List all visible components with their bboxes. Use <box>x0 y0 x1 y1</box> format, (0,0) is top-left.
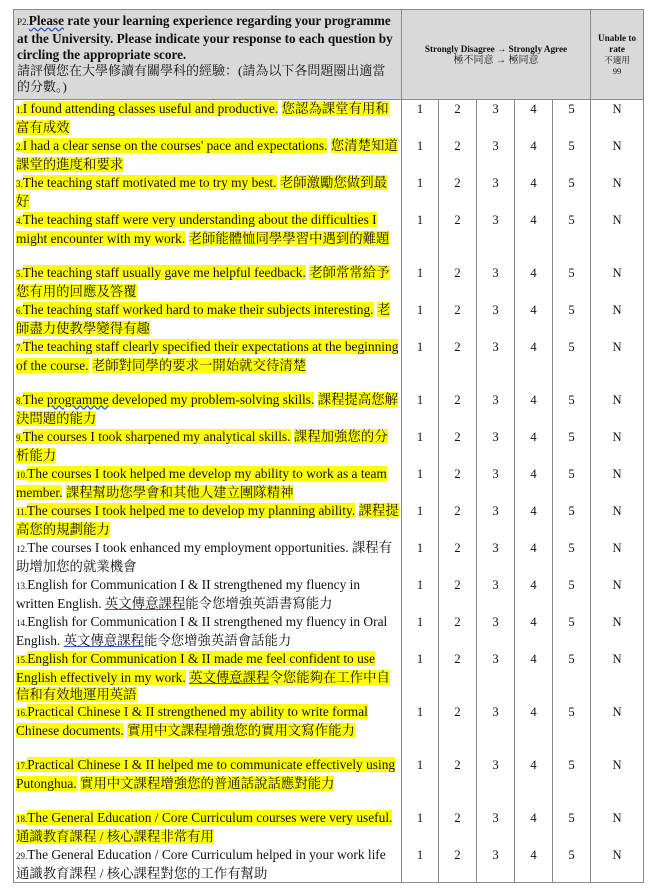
rating-option-2[interactable]: 2 <box>439 576 477 613</box>
rating-option-4[interactable]: 4 <box>515 703 553 756</box>
table-header-row <box>14 10 644 100</box>
rating-option-1[interactable]: 1 <box>402 428 439 465</box>
table-row <box>14 576 644 613</box>
rating-option-4[interactable]: 4 <box>515 301 553 338</box>
rating-option-3[interactable]: 3 <box>477 338 515 391</box>
rating-option-3[interactable]: 3 <box>477 613 515 650</box>
rating-option-5[interactable]: 5 <box>553 809 591 846</box>
rating-option-1[interactable]: 1 <box>402 174 439 211</box>
question-text-zh: 令您能夠在工作中自信和有效地運用英語 <box>16 669 390 702</box>
question-text-zh: 能令您增強英語會話能力 <box>143 632 292 648</box>
question-text-en: The courses I took sharpened my analytical skills. <box>22 428 291 444</box>
rating-option-na[interactable]: N <box>591 338 644 391</box>
table-row <box>14 650 644 703</box>
question-text-zh: 通識教育課程 / 核心課程對您的工作有幫助 <box>16 865 268 881</box>
question-text-zh: 能令您增強英語書寫能力 <box>185 595 333 611</box>
rating-option-3[interactable]: 3 <box>477 428 515 465</box>
question-text-zh: 英文傳意課程 <box>189 669 270 685</box>
question-text-en: The <box>22 391 47 407</box>
question-cell <box>14 613 402 650</box>
unable-header-code: 99 <box>612 65 622 76</box>
rating-option-3[interactable]: 3 <box>477 576 515 613</box>
rating-option-3[interactable]: 3 <box>477 809 515 846</box>
question-text-en: I found attending classes useful and productive. <box>22 101 279 116</box>
table-row <box>14 211 644 264</box>
rating-option-4[interactable]: 4 <box>515 809 553 846</box>
rating-option-2[interactable]: 2 <box>439 391 477 428</box>
question-cell <box>14 703 402 756</box>
rating-option-3[interactable]: 3 <box>477 502 515 539</box>
question-number: 13. <box>16 580 28 591</box>
rating-option-na[interactable]: N <box>591 502 644 539</box>
question-text-en: The courses I took helped me to develop my planning ability. <box>26 502 356 518</box>
rating-option-4[interactable]: 4 <box>515 428 553 465</box>
header-question-en: rate your learning experience regarding your programme at the University. Please indicate your response to each question by circling the appropriate score. <box>17 13 393 62</box>
header-please: Please <box>28 13 64 29</box>
question-cell <box>14 211 402 264</box>
question-cell <box>14 809 402 846</box>
rating-option-2[interactable]: 2 <box>439 465 477 502</box>
rating-option-2[interactable]: 2 <box>439 264 477 301</box>
rating-option-na[interactable]: N <box>591 703 644 756</box>
table-row <box>14 703 644 756</box>
question-text-zh: 英文傳意課程 <box>104 595 186 611</box>
question-header <box>14 10 402 100</box>
table-row <box>14 391 644 428</box>
question-text-zh: 英文傳意課程 <box>63 632 144 648</box>
rating-option-1[interactable]: 1 <box>402 100 439 137</box>
question-cell <box>14 264 402 301</box>
rating-option-3[interactable]: 3 <box>477 211 515 264</box>
rating-option-2[interactable]: 2 <box>439 100 477 137</box>
rating-option-3[interactable]: 3 <box>477 391 515 428</box>
rating-option-5[interactable]: 5 <box>553 391 591 428</box>
rating-option-1[interactable]: 1 <box>402 613 439 650</box>
question-text-zh: 課程提高您解決問題的能力 <box>16 391 399 426</box>
rating-option-3[interactable]: 3 <box>477 703 515 756</box>
rating-option-2[interactable]: 2 <box>439 502 477 539</box>
rating-option-5[interactable]: 5 <box>553 338 591 391</box>
table-row <box>14 613 644 650</box>
question-number: 8. <box>16 395 23 406</box>
question-number: 29. <box>16 850 28 861</box>
question-text-zh: 老師能體恤同學學習中遇到的難題 <box>188 230 390 246</box>
rating-option-4[interactable]: 4 <box>515 100 553 137</box>
rating-option-1[interactable]: 1 <box>402 264 439 301</box>
question-text-zh: 課程幫助您學會和其他人建立團隊精神 <box>65 484 294 500</box>
rating-option-5[interactable]: 5 <box>553 100 591 137</box>
rating-option-1[interactable]: 1 <box>402 465 439 502</box>
rating-option-na[interactable]: N <box>591 539 644 576</box>
question-number: 2. <box>16 141 23 152</box>
rating-option-1[interactable]: 1 <box>402 756 439 809</box>
rating-option-5[interactable]: 5 <box>553 703 591 756</box>
question-number: 3. <box>16 178 23 189</box>
rating-option-na[interactable]: N <box>591 846 644 883</box>
rating-option-4[interactable]: 4 <box>515 756 553 809</box>
question-cell <box>14 576 402 613</box>
question-cell <box>14 391 402 428</box>
question-text-en: The teaching staff usually gave me helpful feedback. <box>22 264 306 280</box>
question-text-en: The General Education / Core Curriculum courses were very useful. <box>27 809 393 825</box>
question-text-zh: 老師常常給予您有用的回應及答覆 <box>16 264 390 299</box>
scale-header-en: Strongly Disagree → Strongly Agree <box>424 43 568 54</box>
question-text-en: The courses I took helped me develop my ability to work as a team member. <box>16 465 387 500</box>
rating-option-4[interactable]: 4 <box>515 211 553 264</box>
question-text-zh: 課程提高您的規劃能力 <box>16 502 399 537</box>
rating-option-5[interactable]: 5 <box>553 137 591 174</box>
rating-option-4[interactable]: 4 <box>515 576 553 613</box>
rating-option-2[interactable]: 2 <box>439 211 477 264</box>
table-row <box>14 338 644 391</box>
rating-option-2[interactable]: 2 <box>439 137 477 174</box>
rating-option-na[interactable]: N <box>591 391 644 428</box>
rating-option-5[interactable]: 5 <box>553 756 591 809</box>
question-number: 9. <box>16 432 23 443</box>
rating-option-1[interactable]: 1 <box>402 391 439 428</box>
rating-option-3[interactable]: 3 <box>477 301 515 338</box>
rating-option-5[interactable]: 5 <box>553 264 591 301</box>
rating-option-1[interactable]: 1 <box>402 211 439 264</box>
header-question-zh: 請評價您在大學修讀有關學科的經驗：(請為以下各問題圈出適當的分數。) <box>17 63 386 95</box>
question-text-zh: 您認為課堂有用和富有成效 <box>16 101 389 135</box>
table-row <box>14 174 644 211</box>
rating-option-na[interactable]: N <box>591 650 644 703</box>
rating-option-4[interactable]: 4 <box>515 465 553 502</box>
rating-option-4[interactable]: 4 <box>515 174 553 211</box>
scale-header <box>402 10 591 100</box>
rating-option-4[interactable]: 4 <box>515 502 553 539</box>
question-number: 7. <box>16 342 23 353</box>
question-text-zh: 老師對同學的要求一開始就交待清楚 <box>91 357 307 373</box>
table-row <box>14 137 644 174</box>
question-number: 1. <box>16 105 23 115</box>
rating-option-3[interactable]: 3 <box>477 137 515 174</box>
rating-option-na[interactable]: N <box>591 428 644 465</box>
rating-option-3[interactable]: 3 <box>477 100 515 137</box>
question-text-en: developed my problem-solving skills. <box>108 391 315 407</box>
scale-header-zh: 極不同意 → 極同意 <box>453 54 539 66</box>
table-row <box>14 846 644 883</box>
question-text-en: The courses I took enhanced my employment opportunities. <box>27 539 349 555</box>
question-cell <box>14 301 402 338</box>
rating-option-5[interactable]: 5 <box>553 576 591 613</box>
question-number: 10. <box>16 469 28 480</box>
rating-option-5[interactable]: 5 <box>553 465 591 502</box>
question-text-en: The General Education / Core Curriculum helped in your work life <box>27 846 386 862</box>
rating-option-3[interactable]: 3 <box>477 264 515 301</box>
rating-option-5[interactable]: 5 <box>553 613 591 650</box>
question-text-en: English for Communication I & II strengthened my fluency in written English. <box>16 576 361 611</box>
rating-option-4[interactable]: 4 <box>515 846 553 883</box>
rating-option-3[interactable]: 3 <box>477 465 515 502</box>
table-row <box>14 465 644 502</box>
rating-option-2[interactable]: 2 <box>439 338 477 391</box>
question-cell <box>14 174 402 211</box>
question-number: 15. <box>16 654 28 665</box>
rating-option-5[interactable]: 5 <box>553 846 591 883</box>
rating-option-1[interactable]: 1 <box>402 338 439 391</box>
question-text-zh: 老師激勵您做到最好 <box>16 174 387 209</box>
rating-option-2[interactable]: 2 <box>439 703 477 756</box>
question-text-zh: 課程有助增加您的就業機會 <box>16 539 393 574</box>
rating-option-4[interactable]: 4 <box>515 539 553 576</box>
table-row <box>14 428 644 465</box>
rating-option-4[interactable]: 4 <box>515 264 553 301</box>
rating-option-5[interactable]: 5 <box>553 301 591 338</box>
rating-option-5[interactable]: 5 <box>553 502 591 539</box>
question-number: 16. <box>16 707 28 718</box>
rating-option-4[interactable]: 4 <box>515 137 553 174</box>
rating-option-1[interactable]: 1 <box>402 137 439 174</box>
rating-option-na[interactable]: N <box>591 809 644 846</box>
rating-option-na[interactable]: N <box>591 756 644 809</box>
question-text-en: The teaching staff clearly specified their expectations at the beginning of the course. <box>16 338 399 373</box>
rating-option-2[interactable]: 2 <box>439 174 477 211</box>
rating-option-na[interactable]: N <box>591 465 644 502</box>
rating-option-2[interactable]: 2 <box>439 809 477 846</box>
table-row <box>14 301 644 338</box>
rating-option-na[interactable]: N <box>591 301 644 338</box>
rating-option-na[interactable]: N <box>591 100 644 137</box>
question-cell <box>14 756 402 809</box>
question-text-zh: 實用中文課程增強您的實用文寫作能力 <box>127 722 355 738</box>
rating-option-2[interactable]: 2 <box>439 539 477 576</box>
rating-option-4[interactable]: 4 <box>515 613 553 650</box>
table-row <box>14 539 644 576</box>
question-number: 17. <box>16 760 28 771</box>
question-text-en: programme <box>46 391 109 407</box>
rating-option-2[interactable]: 2 <box>439 613 477 650</box>
rating-option-5[interactable]: 5 <box>553 650 591 703</box>
table-row <box>14 809 644 846</box>
unable-header <box>591 10 644 100</box>
question-text-zh: 實用中文課程增強您的普通話說話應對能力 <box>80 775 335 791</box>
rating-option-5[interactable]: 5 <box>553 174 591 211</box>
question-text-zh: 老師盡力使教學變得有趣 <box>16 301 391 336</box>
rating-option-3[interactable]: 3 <box>477 756 515 809</box>
rating-option-1[interactable]: 1 <box>402 846 439 883</box>
question-cell <box>14 465 402 502</box>
table-row <box>14 756 644 809</box>
question-text-en: English for Communication I & II strengthened my fluency in Oral English. <box>16 613 388 648</box>
question-cell <box>14 502 402 539</box>
rating-option-2[interactable]: 2 <box>439 756 477 809</box>
question-text-zh: 課程加強您的分析能力 <box>16 428 388 463</box>
section-number: P2. <box>17 17 29 28</box>
question-text-zh: 您清楚知道課堂的進度和要求 <box>16 137 398 172</box>
question-text-en: Practical Chinese I & II strengthened my ability to write formal Chinese documents. <box>16 703 368 738</box>
question-cell <box>14 846 402 883</box>
question-cell <box>14 338 402 391</box>
rating-option-5[interactable]: 5 <box>553 428 591 465</box>
rating-option-na[interactable]: N <box>591 137 644 174</box>
question-text-zh: 通識教育課程 / 核心課程非常有用 <box>16 828 214 844</box>
question-number: 12. <box>16 543 28 554</box>
rating-option-1[interactable]: 1 <box>402 539 439 576</box>
question-text-en: The teaching staff worked hard to make their subjects interesting. <box>22 301 374 317</box>
question-number: 6. <box>16 305 23 316</box>
question-cell <box>14 428 402 465</box>
question-number: 18. <box>16 813 28 824</box>
rating-option-1[interactable]: 1 <box>402 576 439 613</box>
question-number: 4. <box>16 215 23 226</box>
question-cell <box>14 650 402 703</box>
table-row <box>14 264 644 301</box>
table-row <box>14 502 644 539</box>
question-cell <box>14 539 402 576</box>
rating-option-1[interactable]: 1 <box>402 703 439 756</box>
rating-option-na[interactable]: N <box>591 264 644 301</box>
rating-option-5[interactable]: 5 <box>553 211 591 264</box>
question-number: 5. <box>16 268 23 279</box>
rating-option-2[interactable]: 2 <box>439 301 477 338</box>
question-number: 14. <box>16 617 28 628</box>
rating-option-na[interactable]: N <box>591 576 644 613</box>
rating-option-1[interactable]: 1 <box>402 809 439 846</box>
rating-option-1[interactable]: 1 <box>402 301 439 338</box>
rating-option-4[interactable]: 4 <box>515 391 553 428</box>
question-text-en: Practical Chinese I & II helped me to communicate effectively using Putonghua. <box>16 756 396 791</box>
rating-option-3[interactable]: 3 <box>477 174 515 211</box>
table-row <box>14 100 644 137</box>
rating-option-2[interactable]: 2 <box>439 428 477 465</box>
rating-option-3[interactable]: 3 <box>477 539 515 576</box>
rating-option-1[interactable]: 1 <box>402 650 439 703</box>
rating-option-na[interactable]: N <box>591 613 644 650</box>
question-cell <box>14 100 402 137</box>
question-text-en: The teaching staff were very understanding about the difficulties I might encounter with my work. <box>16 211 377 246</box>
rating-option-5[interactable]: 5 <box>553 539 591 576</box>
rating-option-1[interactable]: 1 <box>402 502 439 539</box>
rating-option-4[interactable]: 4 <box>515 650 553 703</box>
question-text-en: English for Communication I & II made me feel confident to use English effectively in my work. <box>16 650 375 685</box>
question-number: 11. <box>16 506 27 517</box>
rating-option-na[interactable]: N <box>591 211 644 264</box>
rating-option-na[interactable]: N <box>591 174 644 211</box>
rating-table <box>13 9 644 883</box>
unable-header-en: Unable to rate <box>598 32 637 54</box>
unable-header-zh: 不適用 <box>604 54 630 65</box>
rating-option-3[interactable]: 3 <box>477 846 515 883</box>
rating-option-2[interactable]: 2 <box>439 650 477 703</box>
question-text-en: I had a clear sense on the courses' pace and expectations. <box>22 137 328 153</box>
rating-form <box>13 9 643 883</box>
rating-option-3[interactable]: 3 <box>477 650 515 703</box>
question-text-en: The teaching staff motivated me to try my best. <box>22 174 277 190</box>
rating-option-2[interactable]: 2 <box>439 846 477 883</box>
rating-option-4[interactable]: 4 <box>515 338 553 391</box>
question-cell <box>14 137 402 174</box>
